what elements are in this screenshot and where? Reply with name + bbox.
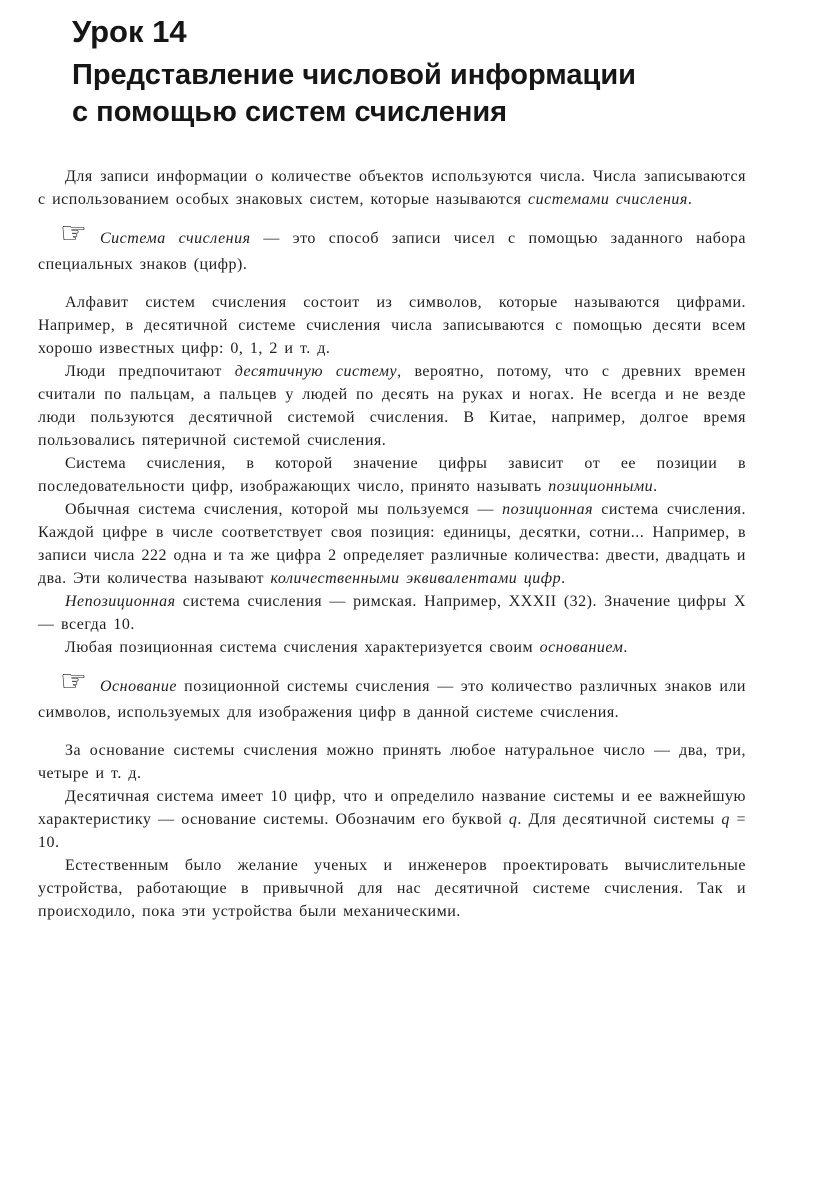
- paragraph: Обычная система счисления, которой мы пользуемся — позиционная система счисления. Каждой цифре в числе соответствует своя позиция: единицы, десятки, сотни... Например, в записи числа 222 одна и та же цифра 2 определяет различные количества: двести, двадцать и два. Эти количества называют количественными эквивалентами цифр.: [38, 500, 746, 587]
- definition-block: [38, 215, 747, 278]
- paragraph: Естественным было желание ученых и инженеров проектировать вычислительные устройства, работающие в привычной для нас десятичной системе счисления. Так и происходило, пока эти устройства были механическими.: [38, 856, 746, 920]
- paragraph: Любая позиционная система счисления характеризуется своим основанием.: [65, 638, 628, 656]
- paragraph: Для записи информации о количестве объектов используются числа. Числа записываются с использованием особых знаковых систем, которые называются системами счисления.: [38, 167, 746, 208]
- pointing-hand-icon: ☞: [60, 215, 88, 251]
- lesson-title: [72, 57, 746, 131]
- paragraph: Люди предпочитают десятичную систему, вероятно, потому, что с древних времен считали по пальцам, а пальцев у людей по десять на руках и ногах. Не всегда и не везде люди пользуются десятичной системой счисления. В Китае, например, долгое время пользовались пятеричной системой счисления.: [38, 362, 746, 449]
- lesson-header: [72, 14, 746, 131]
- definition-text: Система счисления — это способ записи чисел с помощью заданного набора специальных знаков (цифр).: [38, 229, 747, 273]
- lesson-title-line: Представление числовой информации: [72, 58, 636, 91]
- pointing-hand-icon: ☞: [60, 663, 88, 699]
- lesson-title-line: с помощью систем счисления: [72, 95, 508, 128]
- lesson-number: Урок 14: [72, 14, 187, 49]
- definition-block: [38, 663, 746, 726]
- paragraph: Алфавит систем счисления состоит из символов, которые называются цифрами. Например, в десятичной системе счисления числа записываются с помощью десяти всем хорошо известных цифр: 0, 1, 2 и т. д.: [38, 293, 746, 357]
- definition-text: Основание позиционной системы счисления — это количество различных знаков или символов, используемых для изображения цифр в данной системе счисления.: [38, 677, 746, 721]
- paragraph: Система счисления, в которой значение цифры зависит от ее позиции в последовательности цифр, изображающих число, принято называть позиционными.: [38, 454, 746, 495]
- paragraph: Непозиционная система счисления — римская. Например, XXXII (32). Значение цифры X — всегда 10.: [38, 592, 746, 633]
- lesson-body: [38, 165, 746, 923]
- paragraph: За основание системы счисления можно принять любое натуральное число — два, три, четыре и т. д.: [38, 741, 746, 782]
- paragraph: Десятичная система имеет 10 цифр, что и определило название системы и ее важнейшую характеристику — основание системы. Обозначим его буквой q. Для десятичной системы q = 10.: [38, 787, 747, 851]
